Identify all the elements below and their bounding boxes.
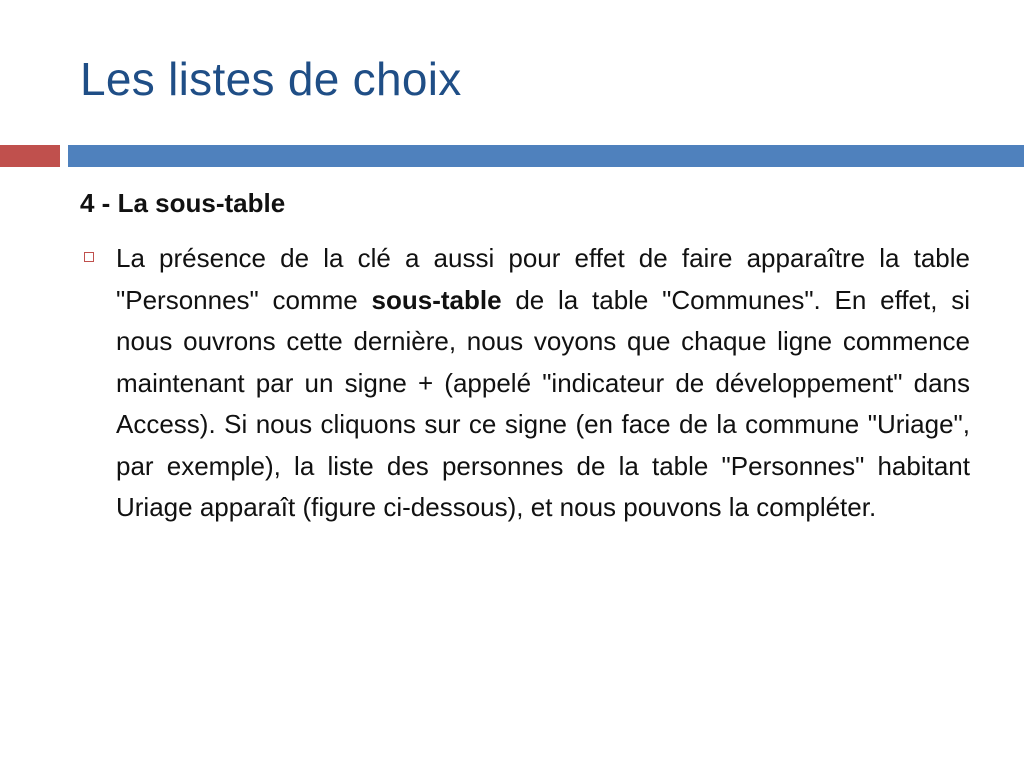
bullet-paragraph [116,238,970,529]
accent-bar-blue [68,145,1024,167]
slide-title: Les listes de choix [80,53,462,105]
square-bullet-icon [84,252,94,262]
accent-bar-red [0,145,60,167]
bullet-text-bold: sous-table [371,284,502,315]
bullet-text-part-1: La présence de la clé a aussi pour effet de faire apparaître la table "Personnes" comme [116,243,970,315]
section-subheading: 4 - La sous-table [80,188,286,218]
bullet-text-part-2: de la table "Communes". En effet, si nous ouvrons cette dernière, nous voyons que chaque ligne commence maintenant par un signe + (appelé "indicateur de développement" dans Access). Si nous cliquons sur ce signe (en face de la commune "Uriage", par exemple), la liste des personnes de la table "Personnes" habitant Uriage apparaît (figure ci-dessous), et nous pouvons la compléter. [116,284,970,522]
